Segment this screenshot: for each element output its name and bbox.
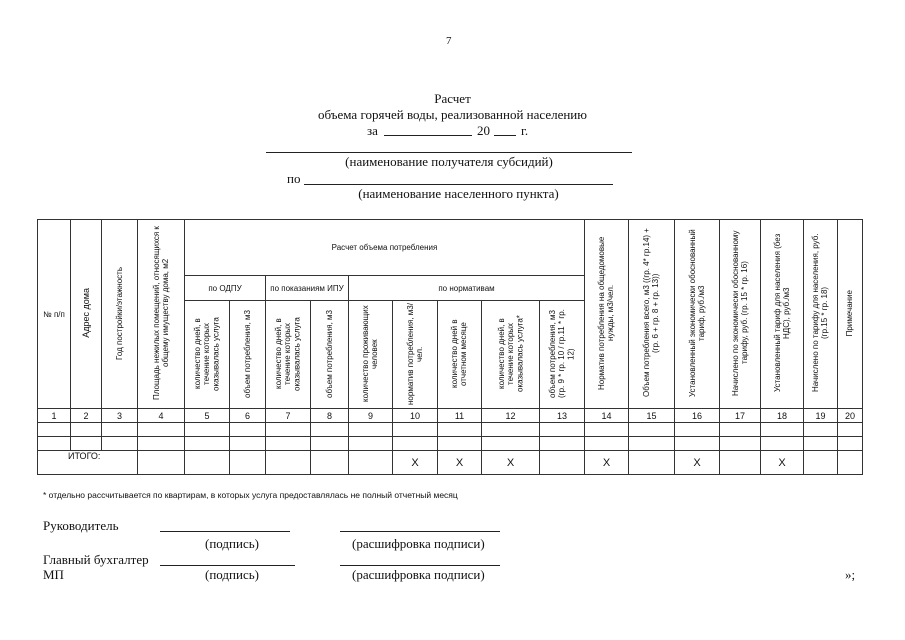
header-year: Год постройки/этажность <box>102 220 138 409</box>
head-decoding-caption: (расшифровка подписи) <box>352 536 485 551</box>
calculation-table <box>37 219 863 475</box>
column-number: 18 <box>761 409 804 423</box>
header-c8: объем потребления, м3 <box>311 301 349 409</box>
header-ipu: по показаниям ИПУ <box>266 276 349 301</box>
closing-quote: »; <box>845 567 856 582</box>
column-number: 12 <box>482 409 540 423</box>
header-c5: количество дней, в течение которых оказывалась услуга <box>185 301 230 409</box>
doc-subtitle: объема горячей воды, реализованной населению <box>318 107 587 122</box>
page-number: 7 <box>446 35 452 47</box>
x-mark: Х <box>393 451 438 475</box>
column-number: 9 <box>349 409 393 423</box>
head-label: Руководитель <box>43 518 119 533</box>
header-num: № п/п <box>38 220 71 409</box>
column-number: 20 <box>838 409 863 423</box>
doc-title: Расчет <box>434 91 471 106</box>
period-za: за <box>367 123 378 138</box>
total-row <box>38 451 863 475</box>
recipient-caption: (наименование получателя субсидий) <box>345 154 553 169</box>
x-mark: Х <box>761 451 804 475</box>
header-c9: количество проживающих человек <box>349 301 393 409</box>
footnote: * отдельно рассчитывается по квартирам, в которых услуга предоставлялась не полный отчетный месяц <box>43 490 458 500</box>
column-number: 8 <box>311 409 349 423</box>
period-year: 20 <box>477 123 490 138</box>
accountant-signature-caption: (подпись) <box>205 567 259 582</box>
header-c18: Установленный тариф для населения (без НДС), руб./м3 <box>761 220 804 409</box>
x-mark: Х <box>482 451 540 475</box>
locality-po: по <box>287 171 301 186</box>
column-number: 11 <box>438 409 482 423</box>
stamp-mp: МП <box>43 567 64 582</box>
header-c20: Примечание <box>838 220 863 409</box>
column-number: 2 <box>71 409 102 423</box>
x-mark: Х <box>585 451 629 475</box>
column-number: 17 <box>720 409 761 423</box>
header-calc: Расчет объема потребления <box>185 220 585 276</box>
locality-caption: (наименование населенного пункта) <box>358 186 559 201</box>
itogo-label: ИТОГО: <box>38 451 138 475</box>
table-row[interactable] <box>38 437 863 451</box>
x-mark: Х <box>438 451 482 475</box>
period-g: г. <box>521 123 529 138</box>
column-number: 6 <box>230 409 266 423</box>
column-number: 14 <box>585 409 629 423</box>
column-number: 7 <box>266 409 311 423</box>
header-c16: Установленный экономически обоснованный тариф, руб./м3 <box>675 220 720 409</box>
header-c12: количество дней, в течение которых оказывалась услуга* <box>482 301 540 409</box>
column-number-row <box>38 409 863 423</box>
head-decoding-blank[interactable] <box>340 531 500 532</box>
period-blank[interactable] <box>384 135 472 136</box>
accountant-signature-blank[interactable] <box>160 565 295 566</box>
column-number: 4 <box>138 409 185 423</box>
header-norm: по нормативам <box>349 276 585 301</box>
header-c10: норматив потребления, м3/чел. <box>393 301 438 409</box>
header-address: Адрес дома <box>71 220 102 409</box>
header-area: Площадь нежилых помещений, относящихся к общему имуществу дома, м2 <box>138 220 185 409</box>
accountant-decoding-caption: (расшифровка подписи) <box>352 567 485 582</box>
head-signature-caption: (подпись) <box>205 536 259 551</box>
column-number: 1 <box>38 409 71 423</box>
locality-blank[interactable] <box>304 184 613 185</box>
header-c14: Норматив потребления на общедомовые нужды, м3/чел. <box>585 220 629 409</box>
head-signature-blank[interactable] <box>160 531 290 532</box>
accountant-decoding-blank[interactable] <box>340 565 500 566</box>
header-odpu: по ОДПУ <box>185 276 266 301</box>
column-number: 5 <box>185 409 230 423</box>
column-number: 10 <box>393 409 438 423</box>
header-c6: объем потребления, м3 <box>230 301 266 409</box>
header-c15: Объем потребления всего, м3 ((гр. 4* гр.14) + (гр. 6 + гр. 8 + гр. 13)) <box>629 220 675 409</box>
year-blank[interactable] <box>494 135 516 136</box>
chief-accountant-label: Главный бухгалтер <box>43 552 149 567</box>
header-c17: Начислено по экономически обоснованному тарифу, руб. (гр. 15 * гр. 16) <box>720 220 761 409</box>
table-row[interactable] <box>38 423 863 437</box>
header-c13: объем потребления, м3 (гр. 9 * гр. 10 / гр.11 * гр. 12) <box>540 301 585 409</box>
column-number: 16 <box>675 409 720 423</box>
column-number: 3 <box>102 409 138 423</box>
column-number: 13 <box>540 409 585 423</box>
x-mark: Х <box>675 451 720 475</box>
recipient-blank[interactable] <box>266 152 632 153</box>
header-c7: количество дней, в течение которых оказывалась услуга <box>266 301 311 409</box>
column-number: 15 <box>629 409 675 423</box>
header-c19: Начислено по тарифу для населения, руб. (гр.15 * гр. 18) <box>804 220 838 409</box>
column-number: 19 <box>804 409 838 423</box>
header-c11: количество дней в отчетном месяце <box>438 301 482 409</box>
